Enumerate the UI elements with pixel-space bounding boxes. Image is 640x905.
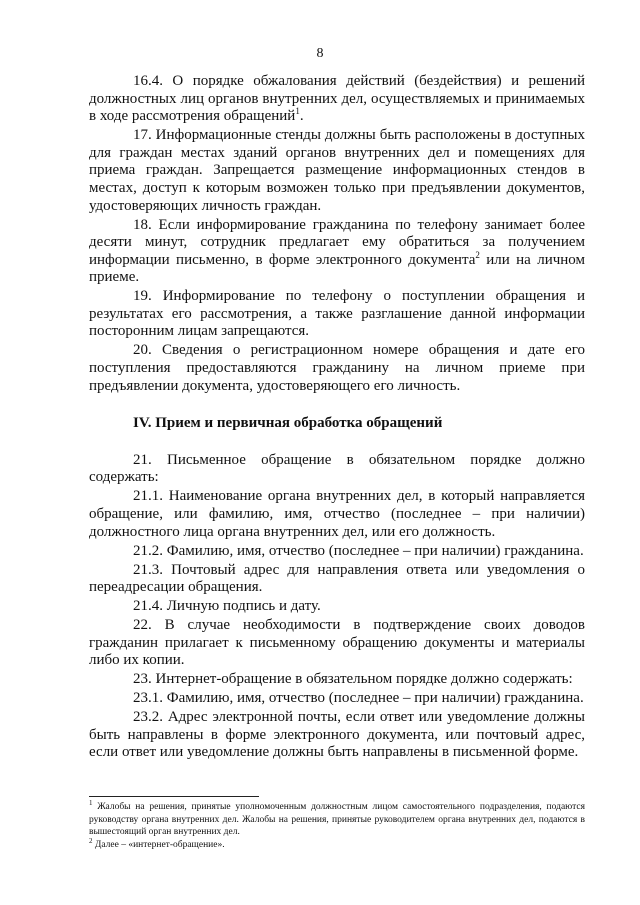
paragraph-22: 22. В случае необходимости в подтверждение своих доводов гражданин прилагает к письменному обращению документы и материалы либо их копии. [89, 617, 585, 669]
footnote-divider [89, 796, 259, 797]
paragraph-21: 21. Письменное обращение в обязательном порядке должно содержать: [89, 451, 585, 486]
footnote-2: $^2$ Далее – «интернет-обращение». [89, 836, 225, 850]
footnote-1: $^1$ Жалобы на решения, принятые уполномоченным должностным лицом самостоятельного подразделения, подаются руководству органа внутренних дел. Жалобы на решения, принятые руководителем органа внутренних дел, подаются в вышестоящий орган внутренних дел. [89, 798, 585, 838]
paragraph-20: 20. Сведения о регистрационном номере обращения и дате его поступления предоставляются гражданину на личном приеме при предъявлении документа, удостоверяющего его личность. [89, 342, 585, 394]
body-text [89, 73, 585, 763]
paragraph-21-2: 21.2. Фамилию, имя, отчество (последнее – при наличии) гражданина. [133, 542, 584, 559]
paragraph-18: 18. Если информирование гражданина по телефону занимает более десяти минут, сотрудник предлагает ему обратиться за получением информации письменно, в форме электронного документа$^2$ или на личном приеме. [89, 216, 586, 286]
paragraph-21-1: 21.1. Наименование органа внутренних дел, в который направляется обращение, или фамилию, имя, отчество (последнее – при наличии) должностного лица органа внутренних дел, или его должность. [89, 488, 585, 540]
paragraph-21-3: 21.3. Почтовый адрес для направления ответа или уведомления о переадресации обращения. [89, 561, 585, 596]
paragraph-19: 19. Информирование по телефону о поступлении обращения и результатах его рассмотрения, а также разглашение данной информации посторонним лицам запрещаются. [89, 288, 585, 340]
paragraph-16-4: 16.4. О порядке обжалования действий (бездействия) и решений должностных лиц органов внутренних дел, осуществляемых и принимаемых в ходе рассмотрения обращений$^1$. [89, 73, 585, 125]
paragraph-23: 23. Интернет-обращение в обязательном порядке должно содержать: [133, 671, 573, 688]
footnote-ref-1: 1 [295, 106, 300, 117]
footnote-ref-2: 2 [475, 249, 480, 260]
paragraph-17: 17. Информационные стенды должны быть расположены в доступных для граждан местах зданий органов внутренних дел и помещениях для приема граждан. Запрещается размещение информационных стендов в местах, доступ к которым возможен только при предъявлении документов, удостоверяющих личность граждан. [89, 127, 585, 214]
paragraph-23-2: 23.2. Адрес электронной почты, если ответ или уведомление должны быть направлены в форме электронного документа, или почтовый адрес, если ответ или уведомление должны быть направлены в письменной форме. [89, 709, 585, 761]
footnotes [89, 796, 585, 851]
page-number: 8 [316, 46, 324, 61]
paragraph-23-1: 23.1. Фамилию, имя, отчество (последнее – при наличии) гражданина. [133, 690, 584, 707]
paragraph-21-4: 21.4. Личную подпись и дату. [133, 598, 321, 615]
section-heading: IV. Прием и первичная обработка обращений [133, 415, 443, 432]
